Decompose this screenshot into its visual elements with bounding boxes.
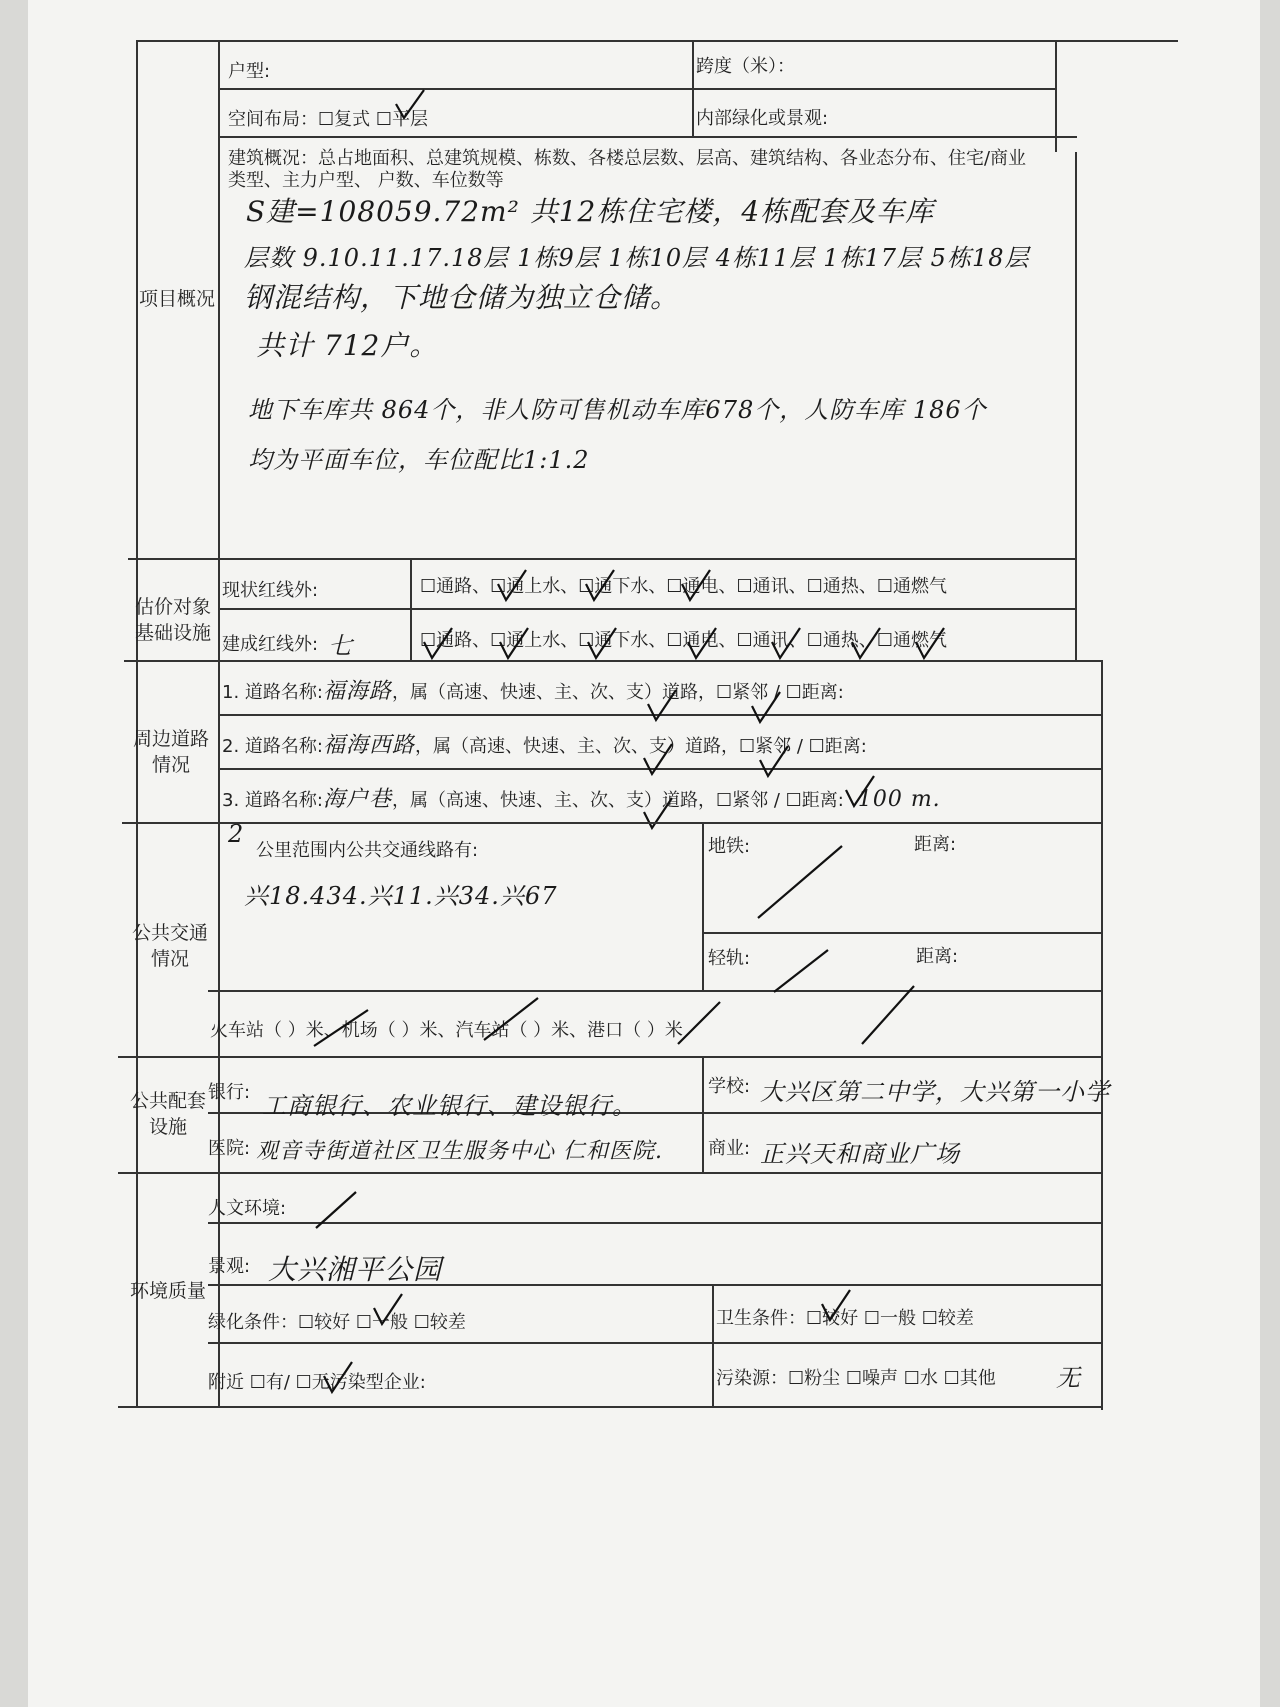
divider xyxy=(122,822,1103,824)
layout-label: 空间布局：☐复式 ☐平层 xyxy=(228,109,428,130)
survey-form xyxy=(129,40,1178,1538)
overview-label-line2: 类型、主力户型、 户数、车位数等 xyxy=(228,170,504,191)
overview-note-floors: 层数 9.10.11.17.18层 1栋9层 1栋10层 4栋11层 1栋17层 5栋18层 xyxy=(244,244,1030,272)
divider xyxy=(702,932,1103,934)
divider xyxy=(218,88,1057,90)
infra-checkmark xyxy=(496,568,526,602)
unit-type-label: 户型: xyxy=(228,61,271,82)
culture-none-slash xyxy=(314,1190,358,1234)
infra-checkmark xyxy=(586,626,616,660)
landscape-label: 景观: xyxy=(208,1256,251,1277)
road-name-value: 海户巷 xyxy=(322,787,392,812)
form-paper xyxy=(28,0,1260,1707)
infra-checkmark xyxy=(850,626,880,660)
road-class-options: ，属（高速、快速、主、次、支）道路，☐紧邻 / ☐距离: xyxy=(391,682,844,703)
hospital-label: 医院: xyxy=(208,1138,251,1159)
current-redline-options: ☐通路、☐通上水、☐通下水、☐通电、☐通讯、☐通热、☐通燃气 xyxy=(420,576,947,597)
divider xyxy=(118,1406,1103,1408)
hygiene-good-checkmark xyxy=(820,1288,850,1322)
road-checkmark xyxy=(642,796,672,830)
divider xyxy=(208,1342,1103,1344)
divider xyxy=(118,1172,1103,1174)
section-infra-title: 估价对象 基础设施 xyxy=(134,596,211,644)
nearby-polluter-label: 附近 ☐有/ ☐无污染型企业: xyxy=(208,1372,426,1393)
road-checkmark xyxy=(642,742,672,776)
built-redline-options: ☐通路、☐通上水、☐通下水、☐通电、☐通讯、☐通热、☐通燃气 xyxy=(420,630,947,651)
infra-checkmark xyxy=(770,626,800,660)
built-redline-note: 七 xyxy=(328,632,353,660)
school-label: 学校: xyxy=(708,1076,751,1097)
section-amenities-title: 公共配套 设施 xyxy=(129,1090,206,1138)
form-right-border-bottom xyxy=(1101,660,1103,1410)
road-class-options: ，属（高速、快速、主、次、支）道路，☐紧邻 / ☐距离: xyxy=(414,736,867,757)
road-name-label: 2. 道路名称: xyxy=(222,736,323,757)
overview-note-area: S建=108059.72m² 共12栋住宅楼，4栋配套及车库 xyxy=(246,195,935,228)
span-label: 跨度（米）： xyxy=(696,56,795,77)
transit-bus-lines: 兴18.434.兴11.兴34.兴67 xyxy=(244,882,558,910)
metro-none-slash xyxy=(756,842,846,926)
current-redline-label: 现状红线外: xyxy=(222,580,319,601)
infra-checkmark xyxy=(914,626,944,660)
divider xyxy=(124,660,1103,662)
built-redline-label: 建成红线外: xyxy=(222,634,319,655)
commerce-label: 商业: xyxy=(708,1138,751,1159)
greening-label: 内部绿化或景观: xyxy=(696,108,829,129)
rail-distance-label: 距离: xyxy=(916,946,959,967)
greenery-normal-checkmark xyxy=(372,1292,402,1326)
divider xyxy=(712,1284,714,1408)
port-none-slash xyxy=(860,984,916,1050)
pollution-source-value: 无 xyxy=(1056,1364,1081,1392)
no-polluter-checkmark xyxy=(322,1360,352,1394)
divider xyxy=(702,822,704,990)
road-checkmark xyxy=(750,690,780,724)
landscape-value: 大兴湘平公园 xyxy=(268,1253,443,1286)
transit-bus-label: 公里范围内公共交通线路有: xyxy=(256,840,479,861)
divider xyxy=(410,558,412,662)
overview-note-structure: 钢混结构，下地仓储为独立仓储。 xyxy=(244,281,680,314)
section-environment-title: 环境质量 xyxy=(129,1280,206,1302)
road-checkmark xyxy=(844,774,874,808)
bus-station-none-slash xyxy=(676,1000,722,1050)
road-checkmark xyxy=(758,744,788,778)
stations-line: 火车站（ ）米、机场（ ）米、汽车站（ ）米、港口（ ）米 xyxy=(210,1020,683,1041)
road-row xyxy=(222,782,941,813)
overview-label-line1: 建筑概况：总占地面积、总建筑规模、栋数、各楼总层数、层高、建筑结构、各业态分布、住宅/商业 xyxy=(228,148,1027,169)
bank-label: 银行: xyxy=(208,1082,251,1103)
road-name-label: 3. 道路名称: xyxy=(222,790,323,811)
section-transit-title: 公共交通 情况 xyxy=(131,922,208,970)
infra-checkmark xyxy=(680,568,710,602)
metro-distance-label: 距离: xyxy=(914,834,957,855)
road-name-value: 福海路 xyxy=(322,679,392,704)
divider xyxy=(692,42,694,138)
road-distance-value: 100 m. xyxy=(857,787,941,812)
divider xyxy=(118,1056,1103,1058)
divider xyxy=(702,1056,704,1174)
hygiene-label: 卫生条件：☐较好 ☐一般 ☐较差 xyxy=(716,1308,974,1329)
rail-none-slash xyxy=(772,948,832,998)
transit-radius-value: 2 xyxy=(228,820,245,848)
section-roads-title: 周边道路 情况 xyxy=(132,728,209,776)
infra-checkmark xyxy=(422,626,452,660)
infra-checkmark xyxy=(686,626,716,660)
road-name-value: 福海西路 xyxy=(322,733,415,758)
bank-value: 工商银行、农业银行、建设银行。 xyxy=(262,1092,637,1120)
overview-note-households: 共计 712户。 xyxy=(256,329,439,362)
divider xyxy=(218,608,1077,610)
flat-layout-checkmark xyxy=(394,88,424,122)
overview-note-parking: 地下车库共 864个，非人防可售机动车库678个，人防车库 186个 xyxy=(248,396,987,424)
commerce-value: 正兴天和商业广场 xyxy=(760,1140,960,1168)
divider xyxy=(208,990,1103,992)
rail-label: 轻轨: xyxy=(708,948,751,969)
overview-note-parking-ratio: 均为平面车位，车位配比1:1.2 xyxy=(248,446,590,474)
greenery-label: 绿化条件：☐较好 ☐一般 ☐较差 xyxy=(208,1312,466,1333)
road-name-label: 1. 道路名称: xyxy=(222,682,323,703)
school-value: 大兴区第二中学，大兴第一小学 xyxy=(760,1078,1110,1106)
metro-label: 地铁: xyxy=(708,836,751,857)
road-class-options: ，属（高速、快速、主、次、支）道路，☐紧邻 / ☐距离: xyxy=(391,790,844,811)
culture-label: 人文环境: xyxy=(208,1198,287,1219)
airport-none-slash xyxy=(482,996,542,1046)
section-project-title: 项目概况 xyxy=(138,288,215,310)
divider xyxy=(128,558,1077,560)
infra-checkmark xyxy=(584,568,614,602)
pollution-source-label: 污染源：☐粉尘 ☐噪声 ☐水 ☐其他 xyxy=(716,1368,996,1389)
train-station-none-slash xyxy=(312,1008,372,1052)
form-left-border xyxy=(136,42,138,1408)
infra-checkmark xyxy=(498,626,528,660)
divider xyxy=(218,136,1077,138)
road-checkmark xyxy=(646,688,676,722)
form-right-border-mid xyxy=(1075,152,1077,660)
hospital-value: 观音寺街道社区卫生服务中心 仁和医院. xyxy=(256,1139,663,1164)
